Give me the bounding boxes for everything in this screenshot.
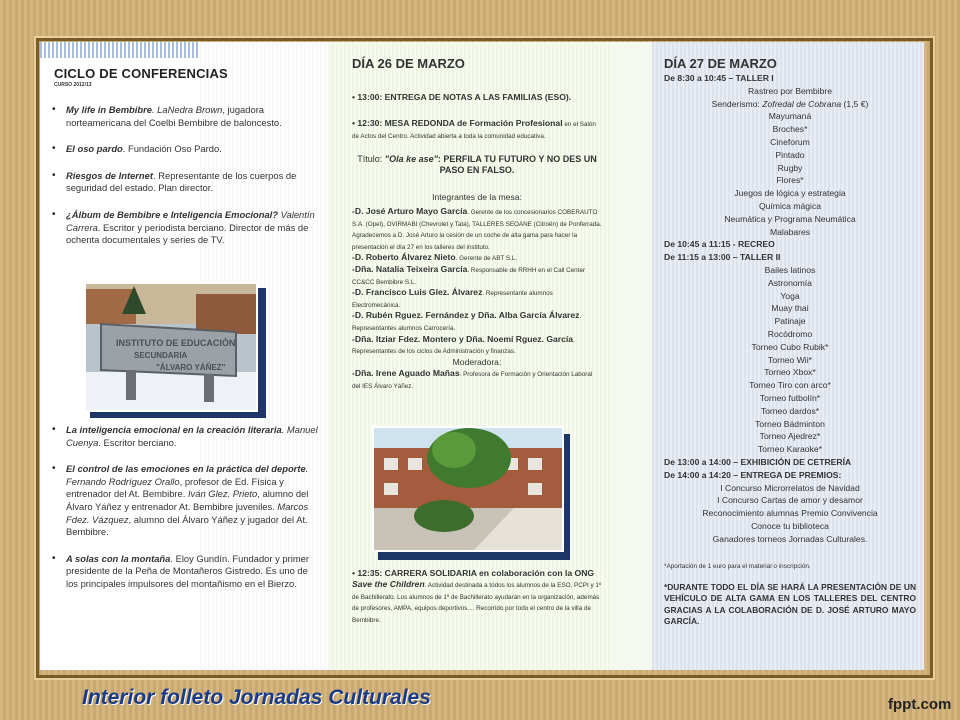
course-year: CURSO 2012/13 [54, 82, 92, 88]
march-27-title: DÍA 27 DE MARZO [664, 56, 777, 71]
school-courtyard-image [374, 428, 562, 550]
falconry-heading: De 13:00 a 14:00 – EXHIBICIÓN DE CETRERÍA [664, 456, 852, 467]
list-item: Conoce tu biblioteca [751, 520, 829, 531]
school-sign-photo [84, 282, 258, 412]
list-item: Torneo Ajedrez* [759, 431, 821, 442]
march-27-column [652, 42, 924, 670]
list-item: Neumática y Programa Neumática [724, 213, 856, 224]
list-item: I Concurso Microrrelatos de Navidad [720, 482, 860, 493]
school-courtyard-photo [372, 426, 564, 552]
list-item: Flores* [776, 175, 804, 186]
taller1-heading: De 8:30 a 10:45 – TALLER I [664, 73, 774, 83]
list-item: -Dña. Irene Aguado Mañas. Profesora de Formación y Orientación Laboral del IES Álvaro Yáñez. [352, 367, 593, 390]
svg-text:SECUNDARIA: SECUNDARIA [134, 351, 188, 360]
conferences-column [40, 42, 328, 670]
list-item: Química mágica [758, 200, 822, 211]
column-gutter [612, 42, 652, 670]
list-item: Bailes latinos [764, 264, 816, 275]
event-grades: • 13:00: ENTREGA DE NOTAS A LAS FAMILIAS (ESO). [352, 92, 572, 102]
list-item: Torneo Bádminton [755, 418, 825, 429]
list-item: Torneo Wii* [768, 354, 812, 365]
event-charity-run: • 12:35: CARRERA SOLIDARIA en colaboración con la ONG Save the Children. Actividad destinada a todos los alumnos de la ESO, PCPI y 1º de Bachillerato. Los alumnos de 1º de Bachillerato ayudarán en la organización, además de profesores, AMPA, equipos deportivos.... Recorrido por todo el centro de la villa de Bembibre. [352, 568, 602, 624]
conferences-title: CICLO DE CONFERENCIAS [54, 66, 228, 81]
list-item: Broches* [772, 124, 808, 135]
list-item: -Dña. Itziar Fdez. Montero y Dña. Noemí Rguez. García. Representantes de los ciclos de Administración y finanzas. [352, 333, 575, 356]
list-item: Astronomía [768, 277, 812, 288]
list-item: -D. Rubén Rguez. Fernández y Dña. Alba García Álvarez. Representantes alumnos Carrocería. [352, 310, 582, 332]
list-item: Reconocimiento alumnas Premio Convivencia [702, 508, 878, 519]
list-item: Rocódromo [767, 328, 813, 339]
list-item: Rugby [777, 162, 803, 173]
list-item: Muay thai [771, 303, 809, 314]
list-item: Rastreo por Bembibre [747, 85, 833, 96]
list-item: Mayumaná [768, 111, 812, 122]
list-item: I Concurso Cartas de amor y desamor [717, 495, 863, 506]
conference-list-top [50, 104, 320, 261]
list-item: Yoga [780, 290, 800, 301]
list-item: Ganadores torneos Jornadas Culturales. [712, 533, 868, 544]
fppt-logo: fppt.com [888, 696, 952, 713]
list-item: • La inteligencia emocional en la creación literaria. Manuel Cuenya. Escritor berciano. [50, 424, 320, 449]
slide-caption: Interior folleto Jornadas Culturales [82, 686, 431, 709]
list-item: Torneo Tiro con arco* [749, 380, 831, 391]
svg-text:"ÁLVARO YÁÑEZ": "ÁLVARO YÁÑEZ" [156, 363, 226, 372]
list-item: -D. Roberto Álvarez Nieto. Gerente de ABT S.L. [352, 252, 518, 263]
footnote-vehicle: *DURANTE TODO EL DÍA SE HARÁ LA PRESENTACIÓN DE UN VEHÍCULO DE ALTA GAMA EN LOS TALLERES DEL CENTRO GRACIAS A LA COLABORACIÓN DE D. JOSÉ ARTURO MAYO GARCÍA. [664, 582, 916, 627]
list-item: • ¿Álbum de Bembibre e Inteligencia Emocional? Valentín Carrera. Escritor y periodista berciano. Director de más de ochenta documentales y series de TV. [50, 209, 320, 247]
round-table-title: Título: "Ola ke ase": PERFILA TU FUTURO Y NO DES UN PASO EN FALSO. [357, 154, 597, 176]
list-item: Juegos de lógica y estrategia [734, 188, 846, 199]
awards-heading: De 14:00 a 14:20 – ENTREGA DE PREMIOS: [664, 469, 842, 480]
list-item: -Dña. Natalia Teixeira García. Responsable de RRHH en el Call Center CC&CC Bembibre S.L. [352, 263, 586, 286]
footnote-price: *Aportación de 1 euro para el material o inscripción. [664, 563, 811, 570]
school-sign-image [86, 284, 256, 410]
list-item: Patinaje [774, 316, 806, 327]
march-27-schedule [664, 72, 916, 545]
list-item: • My life in Bembibre. LaNedra Brown, jugadora norteamericana del Coelbi Bembibre de baloncesto. [50, 104, 320, 129]
list-item: Pintado [775, 149, 805, 160]
list-item: Senderismo: Zofredal de Cobrana (1,5 €) [711, 98, 869, 109]
list-item: -D. Francisco Luis Glez. Álvarez. Representante alumnos Electromecánica. [352, 287, 553, 309]
event-round-table: • 12:30: MESA REDONDA de Formación Profesional en el Salón de Actos del Centro. Actividad abierta a toda la comunidad educativa. [352, 118, 596, 140]
brochure-sheet [40, 42, 924, 670]
list-item: Torneo Xbox* [764, 367, 816, 378]
header-hatch-decoration [40, 42, 200, 58]
list-item: Torneo Karaoke* [757, 444, 823, 455]
recreo-heading: De 10:45 a 11:15 - RECREO [664, 239, 775, 250]
list-item: • Riesgos de Internet. Representante de los cuerpos de seguridad del estado. Plan director. [50, 170, 320, 195]
list-item: • El control de las emociones en la práctica del deporte. Fernando Rodríguez Orallo, profesor de Ed. Física y entrenador del At. Bembibre. Iván Glez. Prieto, alumno del Álvaro Yáñez y entrenador At. Bembibre juveniles. Marcos Fdez. Vázquez, alumno del Álvaro Yáñez y jugador del At. Bembibre. [50, 463, 320, 539]
list-item: Malabares [769, 226, 811, 237]
list-item: Torneo dardos* [760, 405, 820, 416]
list-item: Cineforum [770, 136, 810, 147]
list-item: • El oso pardo. Fundación Oso Pardo. [50, 143, 320, 156]
panel-members-list [352, 206, 602, 391]
march-26-title: DÍA 26 DE MARZO [352, 56, 465, 71]
conference-list-bottom [50, 424, 320, 605]
moderator-label: Moderadora: [452, 356, 502, 367]
march-26-column [332, 42, 612, 670]
taller2-heading: De 11:15 a 13:00 – TALLER II [664, 252, 781, 263]
list-item: • A solas con la montaña. Eloy Gundín. Fundador y primer presidente de la Peña de Montañeros Gistredo. Es uno de los principales impulsores del montañismo en el Bierzo. [50, 553, 320, 591]
list-item: -D. José Arturo Mayo García. Gerente de los concesionarios COBERAUTO S.A. (Opel), OVIRMABI (Chevrolet y Tata), TALLERES SEOANE (Citroën) de Ponferrada. Agradecemos a D. José Arturo la cesión de un coche de alta gama para hacer la presentación el día 27 en los talleres del instituto. [352, 206, 602, 251]
panel-members-label: Integrantes de la mesa: [432, 192, 522, 202]
list-item: Torneo futbolín* [759, 392, 821, 403]
svg-text:INSTITUTO DE EDUCACIÓN: INSTITUTO DE EDUCACIÓN [116, 338, 236, 348]
list-item: Torneo Cubo Rubik* [751, 341, 829, 352]
